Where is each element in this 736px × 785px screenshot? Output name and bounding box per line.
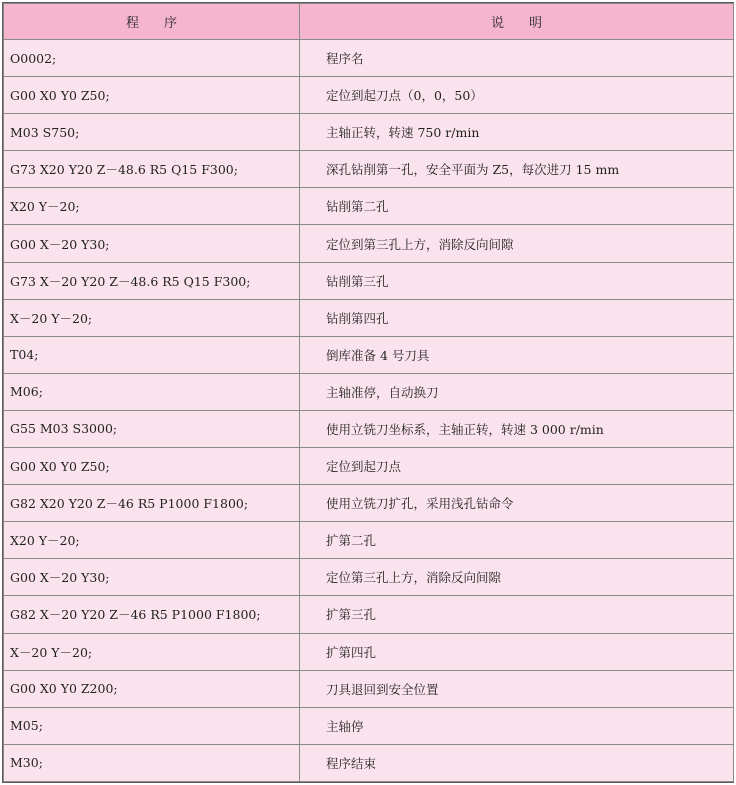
program-code-cell: G00 X－20 Y30; <box>4 225 300 262</box>
program-code-cell: M06; <box>4 373 300 410</box>
description-cell: 程序名 <box>300 40 734 77</box>
description-cell: 主轴正转，转速 750 r/min <box>300 114 734 151</box>
description-cell: 定位到起刀点 <box>300 448 734 485</box>
table-header-row <box>4 4 734 40</box>
description-cell: 钻削第四孔 <box>300 299 734 336</box>
description-cell: 主轴停 <box>300 707 734 744</box>
table-row <box>4 114 734 151</box>
program-code-cell: O0002; <box>4 40 300 77</box>
description-cell: 钻削第三孔 <box>300 262 734 299</box>
program-code-cell: G00 X0 Y0 Z200; <box>4 670 300 707</box>
table-row <box>4 225 734 262</box>
table-row <box>4 670 734 707</box>
description-cell: 深孔钻削第一孔，安全平面为 Z5，每次进刀 15 mm <box>300 151 734 188</box>
table-row <box>4 77 734 114</box>
description-cell: 使用立铣刀扩孔，采用浅孔钻命令 <box>300 485 734 522</box>
description-cell: 倒库准备 4 号刀具 <box>300 336 734 373</box>
table-row <box>4 336 734 373</box>
table-row <box>4 485 734 522</box>
table-row <box>4 707 734 744</box>
table-row <box>4 188 734 225</box>
program-code-cell: G82 X－20 Y20 Z－46 R5 P1000 F1800; <box>4 596 300 633</box>
table-row <box>4 40 734 77</box>
program-code-cell: G55 M03 S3000; <box>4 410 300 447</box>
description-cell: 定位第三孔上方，消除反向间隙 <box>300 559 734 596</box>
table-row <box>4 744 734 781</box>
header-program: 程 序 <box>4 4 300 40</box>
description-cell: 扩第二孔 <box>300 522 734 559</box>
program-code-cell: G00 X－20 Y30; <box>4 559 300 596</box>
description-cell: 使用立铣刀坐标系，主轴正转，转速 3 000 r/min <box>300 410 734 447</box>
table-row <box>4 299 734 336</box>
table-row <box>4 522 734 559</box>
program-code-cell: M05; <box>4 707 300 744</box>
description-cell: 主轴准停，自动换刀 <box>300 373 734 410</box>
program-code-cell: G82 X20 Y20 Z－46 R5 P1000 F1800; <box>4 485 300 522</box>
table-row <box>4 448 734 485</box>
program-code-cell: G00 X0 Y0 Z50; <box>4 448 300 485</box>
program-table-container <box>2 2 734 783</box>
table-row <box>4 596 734 633</box>
program-code-cell: M30; <box>4 744 300 781</box>
description-cell: 定位到第三孔上方，消除反向间隙 <box>300 225 734 262</box>
program-code-cell: G73 X20 Y20 Z－48.6 R5 Q15 F300; <box>4 151 300 188</box>
table-row <box>4 262 734 299</box>
description-cell: 钻削第二孔 <box>300 188 734 225</box>
program-code-cell: M03 S750; <box>4 114 300 151</box>
program-code-cell: X20 Y－20; <box>4 522 300 559</box>
program-code-cell: G73 X－20 Y20 Z－48.6 R5 Q15 F300; <box>4 262 300 299</box>
description-cell: 定位到起刀点（0，0，50） <box>300 77 734 114</box>
description-cell: 扩第四孔 <box>300 633 734 670</box>
program-code-cell: X－20 Y－20; <box>4 633 300 670</box>
program-code-cell: T04; <box>4 336 300 373</box>
program-table <box>3 3 734 782</box>
program-code-cell: X20 Y－20; <box>4 188 300 225</box>
table-row <box>4 373 734 410</box>
description-cell: 扩第三孔 <box>300 596 734 633</box>
description-cell: 刀具退回到安全位置 <box>300 670 734 707</box>
table-row <box>4 410 734 447</box>
header-description: 说 明 <box>300 4 734 40</box>
program-code-cell: G00 X0 Y0 Z50; <box>4 77 300 114</box>
program-code-cell: X－20 Y－20; <box>4 299 300 336</box>
description-cell: 程序结束 <box>300 744 734 781</box>
table-row <box>4 633 734 670</box>
table-row <box>4 559 734 596</box>
table-row <box>4 151 734 188</box>
